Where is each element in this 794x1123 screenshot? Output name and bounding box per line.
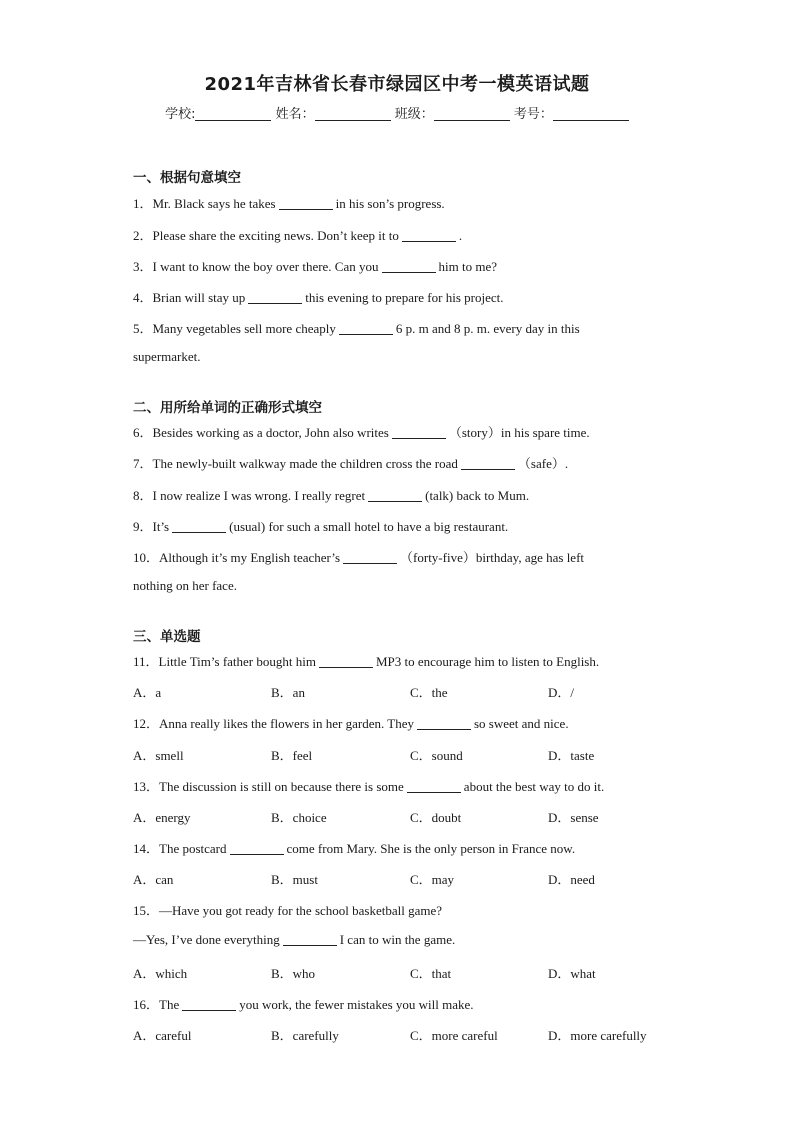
question-12: [133, 713, 569, 732]
question-text: 3．I want to know the boy over there. Can you: [133, 259, 379, 274]
question-text: （forty-five）birthday, age has left: [400, 550, 585, 565]
question-5: [133, 318, 580, 337]
question-text: you work, the fewer mistakes you will make.: [239, 997, 474, 1012]
answer-blank[interactable]: [461, 457, 515, 470]
question-text: this evening to prepare for his project.: [305, 290, 504, 305]
question-text: 4．Brian will stay up: [133, 290, 246, 305]
question-2: [133, 225, 462, 244]
question-6: [133, 422, 590, 441]
option-a[interactable]: A．energy: [133, 810, 191, 825]
answer-blank[interactable]: [392, 426, 446, 439]
question-10-continuation: nothing on her face.: [133, 578, 237, 593]
question-text: I can to win the game.: [339, 932, 456, 947]
question-11: [133, 651, 599, 670]
question-text: 6 p. m and 8 p. m. every day in this: [395, 321, 580, 336]
question-text: come from Mary. She is the only person in France now.: [286, 841, 576, 856]
option-d[interactable]: D．sense: [548, 810, 599, 825]
option-b[interactable]: B．an: [271, 685, 305, 700]
question-3: [133, 256, 497, 275]
option-b[interactable]: B．who: [271, 966, 316, 981]
answer-blank[interactable]: [402, 229, 456, 242]
school-blank[interactable]: [195, 106, 271, 121]
question-15-reply: [133, 932, 455, 948]
question-text: 1．Mr. Black says he takes: [133, 196, 276, 211]
option-a[interactable]: A．careful: [133, 1028, 192, 1043]
option-a[interactable]: A．can: [133, 872, 174, 887]
question-text: 12．Anna really likes the flowers in her garden. They: [133, 716, 414, 731]
question-text: MP3 to encourage him to listen to English.: [375, 654, 600, 669]
answer-blank[interactable]: [283, 933, 337, 946]
question-7: [133, 453, 568, 472]
option-a[interactable]: A．a: [133, 685, 162, 700]
option-c[interactable]: C．doubt: [410, 810, 462, 825]
answer-blank[interactable]: [417, 717, 471, 730]
question-text: （story）in his spare time.: [448, 425, 590, 440]
question-text: 6．Besides working as a doctor, John also writes: [133, 425, 389, 440]
option-b[interactable]: B．choice: [271, 810, 327, 825]
question-10: [133, 547, 584, 566]
question-13: [133, 776, 604, 795]
answer-blank[interactable]: [172, 520, 226, 533]
question-text: about the best way to do it.: [463, 779, 605, 794]
question-text: in his son’s progress.: [335, 196, 445, 211]
question-14: [133, 838, 575, 857]
number-label: 考号：: [513, 107, 553, 122]
answer-blank[interactable]: [182, 998, 236, 1011]
question-text: 10．Although it’s my English teacher’s: [133, 550, 341, 565]
option-d[interactable]: D．need: [548, 872, 595, 887]
question-text: —Yes, I’ve done everything: [133, 932, 280, 947]
option-a[interactable]: A．which: [133, 966, 188, 981]
section-heading-1: 一、根据句意填空: [133, 170, 241, 186]
option-d[interactable]: D．/: [548, 685, 575, 700]
answer-blank[interactable]: [368, 489, 422, 502]
question-text: 2．Please share the exciting news. Don’t keep it to: [133, 228, 399, 243]
question-8: [133, 485, 529, 504]
number-blank[interactable]: [553, 106, 629, 121]
page-title: 2021年吉林省长春市绿园区中考一模英语试题: [204, 74, 590, 95]
answer-blank[interactable]: [343, 551, 397, 564]
school-label: 学校:: [165, 107, 196, 122]
option-d[interactable]: D．taste: [548, 748, 595, 763]
question-5-continuation: supermarket.: [133, 349, 201, 364]
question-1: [133, 193, 445, 212]
question-text: (usual) for such a small hotel to have a big restaurant.: [229, 519, 509, 534]
question-text: 11．Little Tim’s father bought him: [133, 654, 316, 669]
question-16: [133, 994, 474, 1013]
question-text: 5．Many vegetables sell more cheaply: [133, 321, 336, 336]
question-text: （safe）.: [517, 456, 569, 471]
option-a[interactable]: A．smell: [133, 748, 184, 763]
question-text: 14．The postcard: [133, 841, 227, 856]
answer-blank[interactable]: [319, 655, 373, 668]
option-c[interactable]: C．the: [410, 685, 448, 700]
question-9: [133, 516, 508, 535]
question-15: 15．—Have you got ready for the school basketball game?: [133, 903, 443, 918]
option-d[interactable]: D．what: [548, 966, 596, 981]
option-c[interactable]: C．more careful: [410, 1028, 498, 1043]
option-c[interactable]: C．that: [410, 966, 452, 981]
option-b[interactable]: B．feel: [271, 748, 313, 763]
class-label: 班级：: [394, 107, 434, 122]
question-text: (talk) back to Mum.: [425, 488, 530, 503]
question-4: [133, 287, 503, 306]
question-text: 13．The discussion is still on because there is some: [133, 779, 404, 794]
question-text: him to me?: [438, 259, 498, 274]
question-text: so sweet and nice.: [473, 716, 569, 731]
answer-blank[interactable]: [248, 291, 302, 304]
question-text: .: [458, 228, 463, 243]
question-text: 9．It’s: [133, 519, 170, 534]
option-c[interactable]: C．may: [410, 872, 455, 887]
section-heading-3: 三、单选题: [133, 629, 201, 645]
answer-blank[interactable]: [279, 197, 333, 210]
answer-blank[interactable]: [339, 322, 393, 335]
option-d[interactable]: D．more carefully: [548, 1028, 647, 1043]
section-heading-2: 二、用所给单词的正确形式填空: [133, 400, 322, 416]
option-b[interactable]: B．must: [271, 872, 318, 887]
student-info-line: [0, 103, 794, 122]
name-label: 姓名：: [275, 107, 315, 122]
option-b[interactable]: B．carefully: [271, 1028, 339, 1043]
name-blank[interactable]: [315, 106, 391, 121]
answer-blank[interactable]: [382, 260, 436, 273]
class-blank[interactable]: [434, 106, 510, 121]
question-text: 16．The: [133, 997, 180, 1012]
option-c[interactable]: C．sound: [410, 748, 463, 763]
question-text: 7．The newly-built walkway made the children cross the road: [133, 456, 458, 471]
answer-blank[interactable]: [230, 842, 284, 855]
answer-blank[interactable]: [407, 780, 461, 793]
question-text: 8．I now realize I was wrong. I really regret: [133, 488, 366, 503]
